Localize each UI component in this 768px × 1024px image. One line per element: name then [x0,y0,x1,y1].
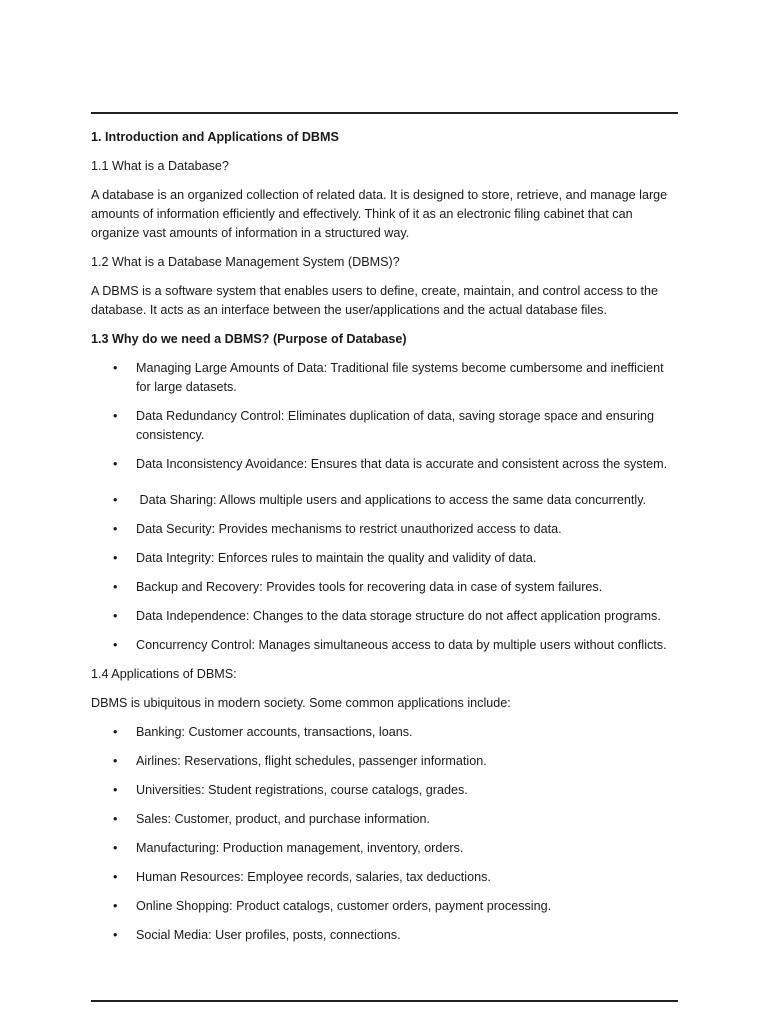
list-item-text: Data Integrity: Enforces rules to maintain the quality and validity of data. [136,551,537,565]
section-1-3-title: 1.3 Why do we need a DBMS? (Purpose of Database) [91,332,407,346]
bullet-icon: • [113,493,118,507]
list-item-text: Data Redundancy Control: Eliminates duplication of data, saving storage space and ensuring consistency. [136,409,655,442]
bullet-icon: • [113,928,118,942]
list-item-text: Airlines: Reservations, flight schedules, passenger information. [136,754,487,768]
list-item-text: Data Inconsistency Avoidance: Ensures that data is accurate and consistent across the system. [136,457,668,471]
list-item-text: Human Resources: Employee records, salaries, tax deductions. [136,870,491,884]
list-item [91,810,678,829]
document-content [91,128,678,955]
list-item [91,607,678,626]
bullet-icon: • [113,551,118,565]
bullet-icon: • [113,754,118,768]
list-item-text: Backup and Recovery: Provides tools for recovering data in case of system failures. [136,580,603,594]
section-1-2-title: 1.2 What is a Database Management System (DBMS)? [91,255,400,269]
list-item [91,407,678,445]
list-item-text: Banking: Customer accounts, transactions, loans. [136,725,413,739]
list-item-text: Universities: Student registrations, course catalogs, grades. [136,783,468,797]
list-item [91,868,678,887]
list-item [91,455,678,474]
bullet-icon: • [113,638,118,652]
top-rule [91,112,678,114]
bullet-icon: • [113,841,118,855]
bullet-icon: • [113,812,118,826]
list-item [91,636,678,655]
list-item [91,520,678,539]
list-item-text: Managing Large Amounts of Data: Traditional file systems become cumbersome and inefficient for large datasets. [136,361,664,394]
section-1-2-body: A DBMS is a software system that enables users to define, create, maintain, and control access to the database. It acts as an interface between the user/applications and the actual database files. [91,284,659,317]
list-item-text: Social Media: User profiles, posts, connections. [136,928,401,942]
list-item-text: Manufacturing: Production management, inventory, orders. [136,841,464,855]
bullet-icon: • [113,457,118,471]
bullet-icon: • [113,725,118,739]
section-1-4-intro: DBMS is ubiquitous in modern society. Some common applications include: [91,696,511,710]
bullet-icon: • [113,899,118,913]
list-item-text: Data Security: Provides mechanisms to restrict unauthorized access to data. [136,522,562,536]
list-item-text: Online Shopping: Product catalogs, customer orders, payment processing. [136,899,552,913]
bullet-icon: • [113,361,118,375]
list-item [91,926,678,945]
section-1-1-body: A database is an organized collection of related data. It is designed to store, retrieve, and manage large amounts of information efficiently and effectively. Think of it as an electronic filing cabinet that can organize vast amounts of information in a structured way. [91,188,668,240]
section-1-1-title: 1.1 What is a Database? [91,159,229,173]
list-item-text: Data Independence: Changes to the data storage structure do not affect application programs. [136,609,661,623]
applications-list [91,723,678,945]
list-item [91,549,678,568]
section-1-4-title: 1.4 Applications of DBMS: [91,667,237,681]
list-item-text: Data Sharing: Allows multiple users and applications to access the same data concurrently. [136,493,647,507]
bullet-icon: • [113,783,118,797]
list-item [91,752,678,771]
list-item [91,723,678,742]
bullet-icon: • [113,580,118,594]
list-item-text: Concurrency Control: Manages simultaneous access to data by multiple users without conflicts. [136,638,667,652]
list-item-text: Sales: Customer, product, and purchase information. [136,812,431,826]
list-item [91,578,678,597]
list-item [91,897,678,916]
list-item [91,781,678,800]
bullet-icon: • [113,870,118,884]
list-item [91,839,678,858]
main-heading: 1. Introduction and Applications of DBMS [91,130,339,144]
list-item [91,359,678,397]
bullet-icon: • [113,522,118,536]
bottom-rule [91,1000,678,1002]
bullet-icon: • [113,409,118,423]
purpose-list [91,359,678,655]
list-item [91,491,678,510]
bullet-icon: • [113,609,118,623]
